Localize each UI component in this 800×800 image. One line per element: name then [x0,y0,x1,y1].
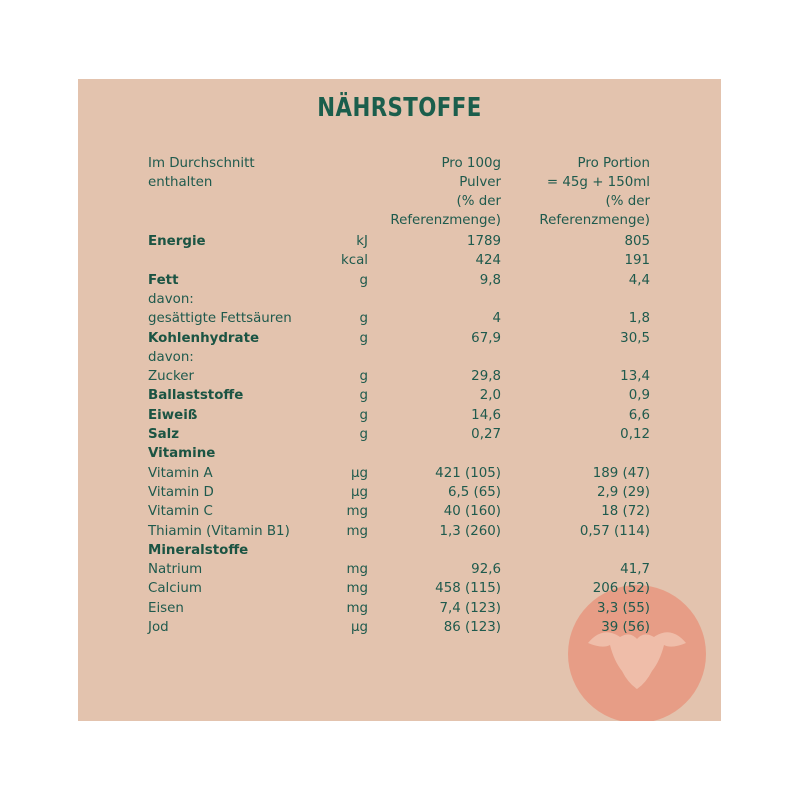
value-per-100g: 14,6 [471,407,501,423]
value-per-portion: 206 (52) [592,581,650,597]
nutrient-name: Vitamin D [148,484,214,500]
value-per-portion: 189 (47) [592,465,650,481]
header-text: Referenzmenge) [539,213,650,228]
nutrient-name: Kohlenhydrate [148,330,260,346]
header-col-nutrient [148,154,255,192]
header-col-per-portion [478,154,650,230]
header-text: enthalten [148,175,213,190]
value-per-portion: 13,4 [620,369,650,385]
nutrient-name: Jod [148,620,169,635]
table-row [78,271,721,291]
table-row [78,464,721,484]
value-per-portion: 2,9 (29) [596,484,650,500]
nutrient-name: gesättigte Fettsäuren [148,311,292,327]
nutrient-unit: µg [350,465,368,481]
table-row [78,541,721,561]
table-row [78,444,721,464]
value-per-portion: 0,12 [620,427,650,442]
value-per-100g: 421 (105) [435,465,501,481]
value-per-portion: 30,5 [620,330,650,346]
value-per-100g: 7,4 (123) [439,600,501,616]
header-text: Pulver [459,175,501,190]
nutrient-unit: mg [346,504,368,520]
nutrient-unit: kJ [356,234,368,249]
header-text: Pro 100g [441,156,501,171]
table-row [78,367,721,387]
value-per-portion: 4,4 [628,272,650,288]
nutrient-unit: µg [350,620,368,635]
value-per-100g: 2,0 [479,388,501,404]
nutrient-unit: g [359,330,368,346]
nutrient-unit: g [359,427,368,442]
value-per-100g: 92,6 [471,562,501,578]
page-title: NÄHRSTOFFE [317,93,482,123]
nutrient-name: Thiamin (Vitamin B1) [148,523,290,539]
table-row [78,232,721,252]
nutrient-name: davon: [148,349,194,365]
header-col-per-100g [328,154,501,230]
nutrient-name: Salz [148,427,180,442]
value-per-100g: 40 (160) [443,504,501,520]
value-per-100g: 424 [475,253,501,269]
value-per-100g: 6,5 (65) [447,484,501,500]
nutrition-panel [78,79,721,721]
table-row [78,579,721,599]
nutrient-name: Ballaststoffe [148,388,244,404]
header-text: (% der [605,194,650,209]
nutrient-unit: kcal [340,253,368,269]
table-row [78,425,721,445]
table-row [78,502,721,522]
table-row [78,522,721,542]
nutrient-name: Eisen [148,600,184,616]
nutrient-unit: g [359,272,368,288]
value-per-100g: 29,8 [471,369,501,385]
value-per-100g: 1,3 (260) [439,523,501,539]
nutrient-name: Vitamine [148,446,216,462]
nutrient-unit: g [359,388,368,404]
table-row [78,329,721,349]
value-per-portion: 39 (56) [601,620,650,635]
header-text: Im Durchschnitt [148,156,255,171]
value-per-portion: 18 (72) [601,504,650,520]
value-per-portion: 1,8 [628,311,650,327]
nutrient-name: Eiweiß [148,407,198,423]
table-row [78,599,721,619]
nutrient-name: Calcium [148,581,202,597]
value-per-100g: 67,9 [471,330,501,346]
table-row [78,406,721,426]
value-per-portion: 191 [624,253,650,269]
value-per-portion: 6,6 [628,407,650,423]
table-row [78,483,721,503]
nutrient-name: Vitamin A [148,465,213,481]
value-per-portion: 0,57 (114) [579,523,650,539]
nutrient-name: Natrium [148,562,203,578]
nutrient-name: davon: [148,291,194,307]
nutrient-unit: mg [346,562,368,578]
header-text: Referenzmenge) [390,213,501,228]
table-row [78,348,721,368]
value-per-100g: 4 [492,311,501,327]
header-text: Pro Portion [577,156,650,171]
header-text: (% der [456,194,501,209]
table-row [78,290,721,310]
value-per-100g: 1789 [466,234,501,249]
nutrient-name: Mineralstoffe [148,542,249,558]
header-text: = 45g + 150ml [546,175,650,190]
nutrient-unit: g [359,311,368,327]
nutrient-unit: g [359,369,368,385]
nutrient-unit: mg [346,600,368,616]
table-row [78,251,721,271]
nutrient-unit: µg [350,484,368,500]
nutrient-unit: mg [346,523,368,539]
table-row [78,386,721,406]
nutrient-name: Fett [148,272,179,288]
value-per-portion: 3,3 (55) [596,600,650,616]
value-per-100g: 0,27 [471,427,501,442]
nutrient-unit: g [359,407,368,423]
value-per-portion: 41,7 [620,562,650,578]
value-per-100g: 9,8 [479,272,501,288]
nutrient-name: Vitamin C [148,504,213,520]
nutrient-name: Zucker [148,369,195,385]
value-per-100g: 86 (123) [443,620,501,635]
table-row [78,560,721,580]
nutrient-name: Energie [148,234,206,249]
table-row [78,309,721,329]
table-row [78,618,721,638]
value-per-portion: 805 [624,234,650,249]
value-per-100g: 458 (115) [435,581,501,597]
value-per-portion: 0,9 [628,388,650,404]
nutrient-unit: mg [346,581,368,597]
